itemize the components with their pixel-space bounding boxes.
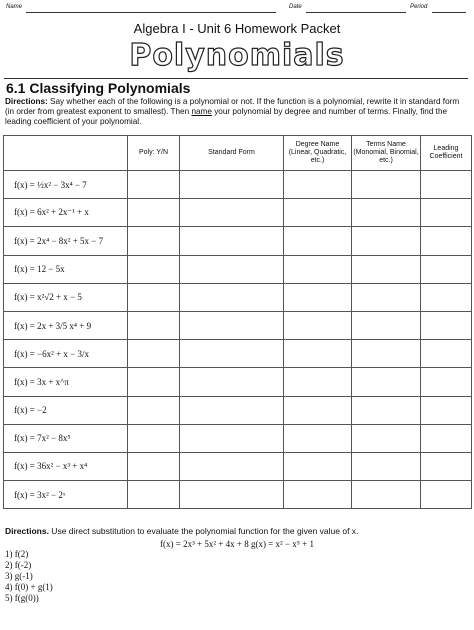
date-label: Date (289, 4, 302, 10)
answer-cell[interactable] (352, 424, 421, 452)
answer-cell[interactable] (180, 255, 284, 283)
answer-cell[interactable] (421, 396, 472, 424)
table-row (4, 481, 472, 509)
answer-cell[interactable] (180, 227, 284, 255)
answer-cell[interactable] (180, 199, 284, 227)
directions-text-2: your polynomial by degree and number of terms. Finally, find the leading coefficient of your polynomial. (5, 107, 448, 126)
function-cell: f(x) = x²√2 + x − 5 (4, 283, 128, 311)
answer-cell[interactable] (421, 368, 472, 396)
col-header-terms-name: Terms Name (Monomial, Binomial, etc.) (352, 136, 421, 171)
function-cell: f(x) = 6x² + 2x⁻¹ + x (4, 199, 128, 227)
section-heading: 6.1 Classifying Polynomials (4, 78, 468, 97)
col-header-standard-form: Standard Form (180, 136, 284, 171)
answer-cell[interactable] (128, 171, 180, 199)
table-row (4, 283, 472, 311)
date-line (306, 12, 406, 13)
answer-cell[interactable] (421, 340, 472, 368)
answer-cell[interactable] (284, 368, 352, 396)
answer-cell[interactable] (128, 368, 180, 396)
answer-cell[interactable] (180, 396, 284, 424)
name-line (26, 12, 276, 13)
function-cell: f(x) = 3x² − 2ˣ (4, 481, 128, 509)
answer-cell[interactable] (352, 255, 421, 283)
answer-cell[interactable] (128, 255, 180, 283)
answer-cell[interactable] (421, 171, 472, 199)
directions-underline: name (191, 107, 212, 116)
table-row (4, 424, 472, 452)
table-row (4, 452, 472, 480)
question-item: 2) f(-2) (5, 560, 32, 570)
answer-cell[interactable] (128, 227, 180, 255)
answer-cell[interactable] (352, 311, 421, 339)
answer-cell[interactable] (180, 340, 284, 368)
page-subtitle: Polynomials (129, 38, 345, 73)
col-header-leading-coefficient: Leading Coefficient (421, 136, 472, 171)
student-info-header (6, 4, 468, 16)
section-directions (5, 97, 467, 127)
period-label: Period (410, 4, 428, 10)
table-row (4, 396, 472, 424)
part2-directions-text: Use direct substitution to evaluate the polynomial function for the given value of x. (48, 526, 359, 536)
directions-label: Directions: (5, 97, 48, 106)
function-cell: f(x) = −6x² + x − 3/x (4, 340, 128, 368)
answer-cell[interactable] (352, 227, 421, 255)
answer-cell[interactable] (421, 227, 472, 255)
given-functions: f(x) = 2x³ + 5x² + 4x + 8 g(x) = x² − x⁵ + 1 (160, 539, 314, 549)
answer-cell[interactable] (180, 283, 284, 311)
table-row (4, 368, 472, 396)
answer-cell[interactable] (352, 283, 421, 311)
table-row (4, 255, 472, 283)
answer-cell[interactable] (128, 283, 180, 311)
answer-cell[interactable] (352, 199, 421, 227)
answer-cell[interactable] (421, 283, 472, 311)
answer-cell[interactable] (180, 481, 284, 509)
answer-cell[interactable] (352, 368, 421, 396)
question-item: 3) g(-1) (5, 571, 33, 581)
answer-cell[interactable] (180, 311, 284, 339)
answer-cell[interactable] (421, 199, 472, 227)
answer-cell[interactable] (128, 424, 180, 452)
answer-cell[interactable] (128, 452, 180, 480)
table-header-row (4, 136, 472, 171)
table-row (4, 340, 472, 368)
answer-cell[interactable] (352, 171, 421, 199)
answer-cell[interactable] (284, 424, 352, 452)
table-row (4, 227, 472, 255)
part2-directions-label: Directions. (5, 526, 49, 536)
function-cell: f(x) = 7x² − 8x⁵ (4, 424, 128, 452)
function-cell: f(x) = 12 − 5x (4, 255, 128, 283)
name-label: Name (6, 4, 23, 10)
question-list (5, 549, 53, 604)
question-item: 4) f(0) + g(1) (5, 582, 53, 592)
function-cell: f(x) = 3x + x^π (4, 368, 128, 396)
function-cell: f(x) = 36x² − x³ + x⁴ (4, 452, 128, 480)
answer-cell[interactable] (352, 396, 421, 424)
col-header-function (4, 136, 128, 171)
table-row (4, 199, 472, 227)
answer-cell[interactable] (180, 424, 284, 452)
answer-cell[interactable] (421, 452, 472, 480)
answer-cell[interactable] (284, 481, 352, 509)
question-item: 5) f(g(0)) (5, 593, 39, 603)
answer-cell[interactable] (180, 368, 284, 396)
answer-cell[interactable] (352, 452, 421, 480)
period-line (432, 12, 466, 13)
answer-cell[interactable] (284, 227, 352, 255)
answer-cell[interactable] (421, 255, 472, 283)
answer-cell[interactable] (421, 311, 472, 339)
answer-cell[interactable] (284, 340, 352, 368)
answer-cell[interactable] (180, 171, 284, 199)
classify-table (3, 135, 472, 509)
table-row (4, 171, 472, 199)
answer-cell[interactable] (128, 311, 180, 339)
answer-cell[interactable] (128, 340, 180, 368)
answer-cell[interactable] (180, 452, 284, 480)
function-cell: f(x) = −2 (4, 396, 128, 424)
answer-cell[interactable] (128, 396, 180, 424)
table-row (4, 311, 472, 339)
answer-cell[interactable] (284, 255, 352, 283)
answer-cell[interactable] (421, 481, 472, 509)
answer-cell[interactable] (352, 481, 421, 509)
col-header-degree-name: Degree Name (Linear, Quadratic, etc.) (284, 136, 352, 171)
answer-cell[interactable] (128, 199, 180, 227)
answer-cell[interactable] (284, 396, 352, 424)
answer-cell[interactable] (352, 340, 421, 368)
function-cell: f(x) = 2x + 3/5 x⁴ + 9 (4, 311, 128, 339)
answer-cell[interactable] (284, 283, 352, 311)
function-cell: f(x) = 2x⁴ − 8x² + 5x − 7 (4, 227, 128, 255)
answer-cell[interactable] (284, 199, 352, 227)
page-title: Algebra I - Unit 6 Homework Packet (133, 21, 341, 36)
function-cell: f(x) = ½x² − 3x⁴ − 7 (4, 171, 128, 199)
answer-cell[interactable] (128, 481, 180, 509)
part2-directions (5, 526, 469, 536)
answer-cell[interactable] (421, 424, 472, 452)
directions-text-1: Say whether each of the following is a polynomial or not. If the function is a polynomial, rewrite it in standard form (in order from greatest exponent to smallest). Then (5, 97, 460, 116)
answer-cell[interactable] (284, 452, 352, 480)
answer-cell[interactable] (284, 311, 352, 339)
answer-cell[interactable] (284, 171, 352, 199)
col-header-poly: Poly: Y/N (128, 136, 180, 171)
question-item: 1) f(2) (5, 549, 29, 559)
